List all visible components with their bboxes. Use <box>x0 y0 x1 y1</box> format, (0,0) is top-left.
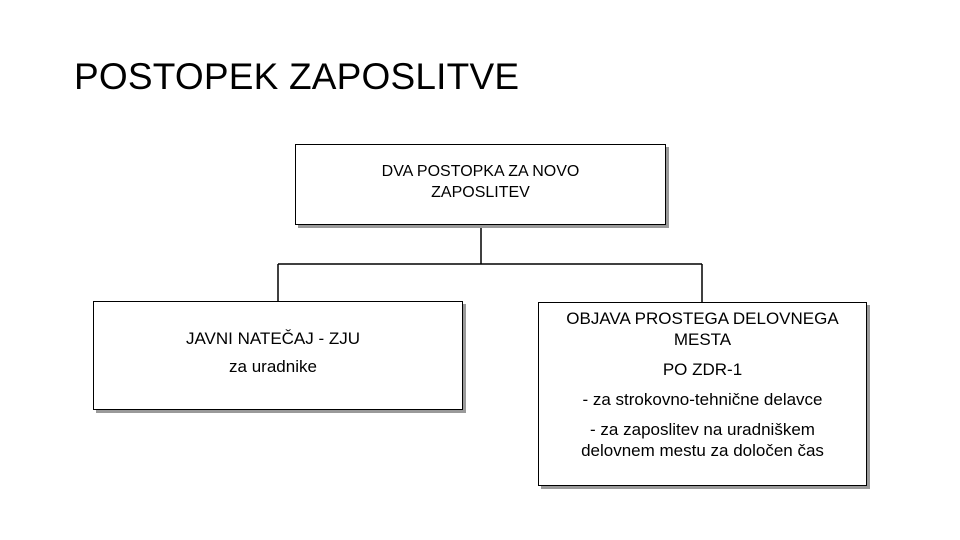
root-node-line-2: ZAPOSLITEV <box>431 184 530 201</box>
public-competition-box <box>93 301 463 410</box>
job-vacancy-item-fixed-term-line-2: delovnem mestu za določen čas <box>581 441 824 460</box>
job-vacancy-heading-line-2: MESTA <box>673 330 732 349</box>
public-competition-text <box>186 327 360 378</box>
job-vacancy-box <box>538 302 867 486</box>
job-vacancy-basis: PO ZDR-1 <box>662 360 743 379</box>
public-competition-subtext: za uradnike <box>229 357 317 376</box>
public-competition-heading: JAVNI NATEČAJ - ZJU <box>185 329 361 348</box>
slide-title: POSTOPEK ZAPOSLITVE <box>74 56 520 97</box>
root-node-line-1: DVA POSTOPKA ZA NOVO <box>381 163 580 180</box>
job-vacancy-item-technical-staff: - za strokovno-tehnične delavce <box>582 390 823 409</box>
job-vacancy-item-fixed-term-line-1: - za zaposlitev na uradniškem <box>590 420 815 439</box>
root-node-box <box>295 144 666 225</box>
job-vacancy-heading-line-1: OBJAVA PROSTEGA DELOVNEGA <box>566 309 839 328</box>
